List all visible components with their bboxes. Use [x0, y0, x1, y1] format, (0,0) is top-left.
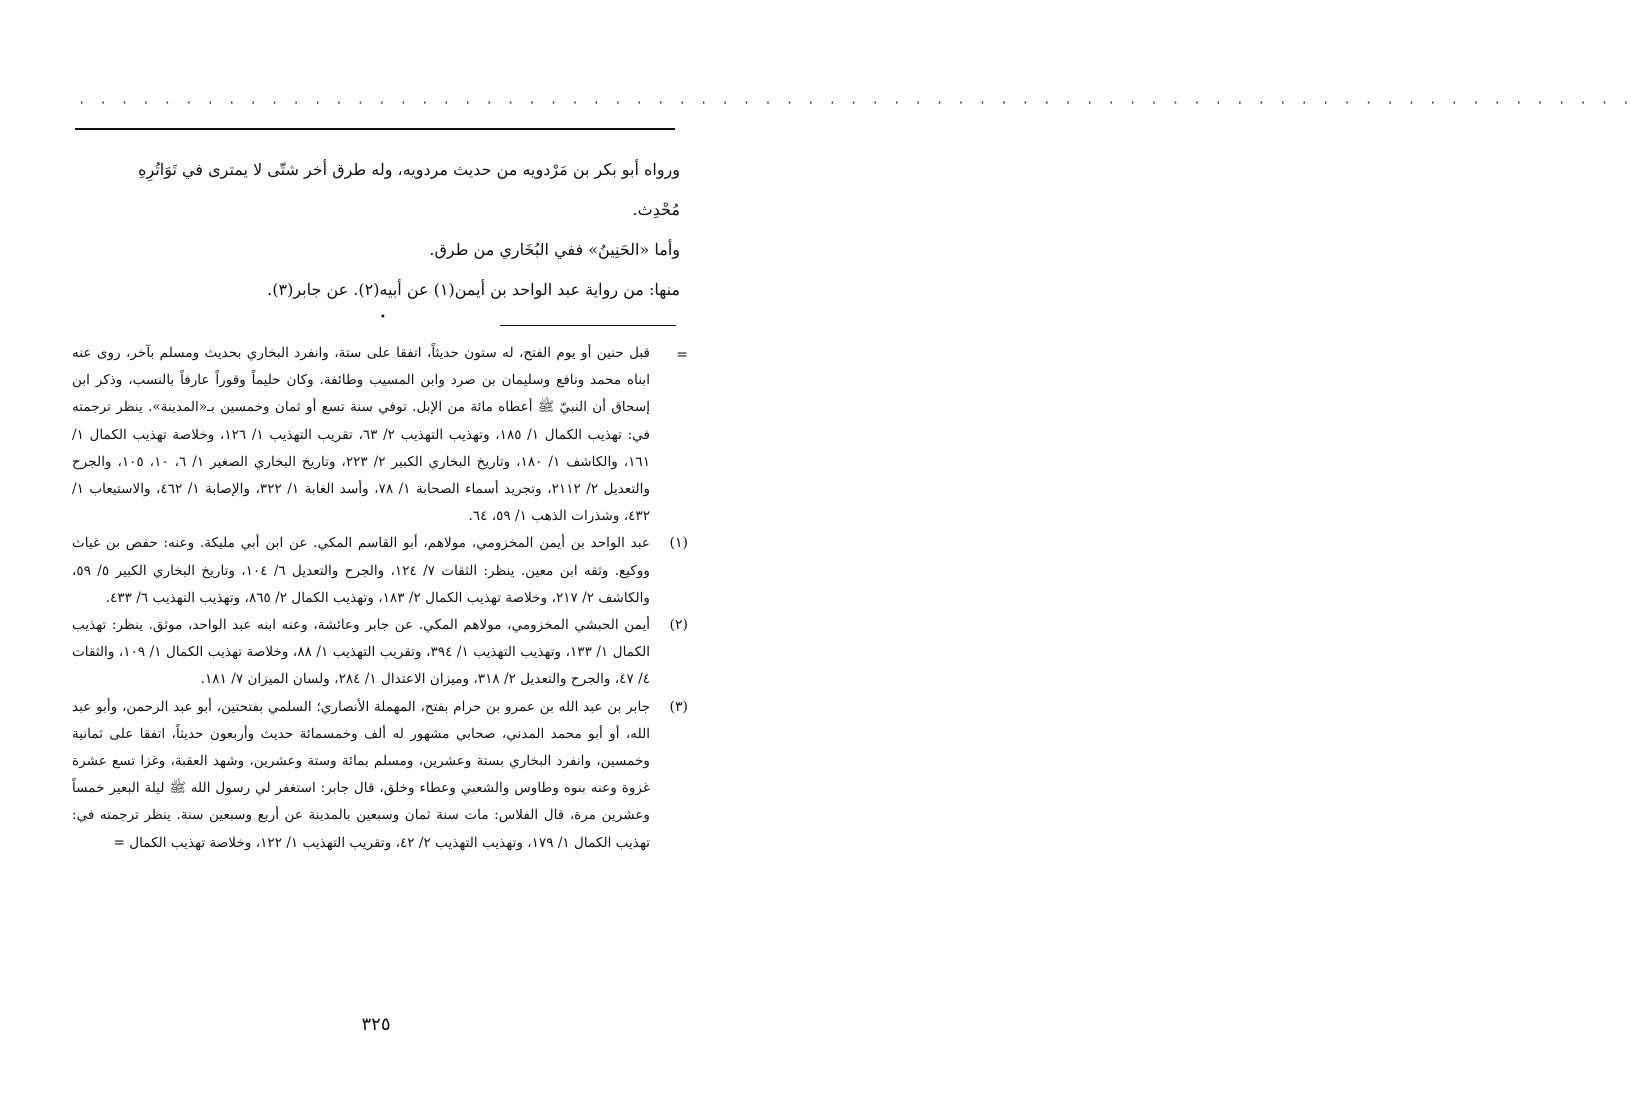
main-line-2: مُحْدِث. — [632, 200, 680, 219]
footnote-2 — [72, 612, 688, 694]
top-rule — [75, 128, 675, 130]
footnote-text: جابر بن عبد الله بن عمرو بن حرام بفتح، المهملة الأنصاري؛ السلمي بفتحتين، أبو عبد الرحمن، وأبو عبد الله، أو أبو محمد المدني، صحابي مشهور له ألف وخمسمائة حديث وأربعون حديثاً، اتفقا على ثمانية وخمسين، وانفرد البخاري بستة وعشرين، ومسلم بمائة وستة وعشرين، وشهد العقبة، وغزا تسع عشرة غزوة وعنه بنوه وطاوس والشعبي وعطاء وخلق، قال جابر: استغفر لي رسول الله ﷺ ليلة البعير خمساً وعشرين مرة، قال الفلاس: مات سنة ثمان وسبعين بالمدينة عن أربع وسبعين سنة. ينظر ترجمته في: تهذيب الكمال ١/ ١٧٩، وتهذيب التهذيب ٢/ ٤٢، وتقريب التهذيب ١/ ١٢٢، وخلاصة تهذيب الكمال = — [72, 698, 650, 851]
footnote-1 — [72, 530, 688, 612]
footnotes — [72, 340, 688, 857]
footnote-number: (١) — [669, 535, 688, 552]
footnote-text: عبد الواحد بن أيمن المخزومي، مولاهم، أبو القاسم المكي. عن ابن أبي مليكة. وعنه: حفص بن غياث ووكيع. وثقه ابن معين. ينظر: الثقات ٧/ ١٢٤، والجرح والتعديل ٦/ ١٠٤، وتاريخ البخاري الكبير ٥/ ٥٩، والكاشف ٢/ ٢١٧، وخلاصة تهذيب الكمال ٢/ ١٨٣، وتهذيب الكمال ٢/ ٨٦٥، وتهذيب التهذيب ٦/ ٤٣٣. — [72, 535, 650, 606]
main-line-1: ورواه أبو بكر بن مَرْدويه من حديث مردويه، وله طرق أخر شتّى لا يمترى في تَوَاتُرِهِ — [138, 160, 680, 179]
page-number: ٣٢٥ — [361, 1014, 391, 1035]
footnote-3 — [72, 694, 688, 857]
main-text — [70, 150, 680, 310]
dotted-separator: · · · · · · · · · · · · · · · · · · · · · · · · · · · · · · · · · · · · · · · · · · · · · · · · · · · · · · · · · · · · · · · · · · · · · · · · · — [78, 96, 1633, 110]
stray-dot: • — [380, 312, 386, 323]
footnote-number: (٢) — [669, 617, 688, 634]
footnote-rule — [500, 325, 676, 326]
continuation-mark: = — [676, 347, 688, 363]
footnote-continuation-text: قبل حنين أو يوم الفتح، له ستون حديثاً، اتفقا على ستة، وانفرد البخاري بحديث ومسلم بآخر، روى عنه ابناه محمد ونافع وسليمان بن صرد وابن المسيب وطائفة. وكان حليماً وقوراً عارفاً بالنسب، وذكر ابن إسحاق أن النبيّ ﷺ أعطاه مائة من الإبل. توفي سنة تسع أو ثمان وخمسين بـ«المدينة». ينظر ترجمته في: تهذيب الكمال ١/ ١٨٥، وتهذيب التهذيب ٢/ ٦٣، تقريب التهذيب ١/ ١٢٦، وخلاصة تهذيب الكمال ١/ ١٦١، والكاشف ١/ ١٨٠، وتاريخ البخاري الكبير ٢/ ٢٢٣، وتاريخ البخاري الصغير ١/ ٦، ١٠، ١٠٥، والجرح والتعديل ٢/ ٢١١٢، وتجريد أسماء الصحابة ١/ ٧٨، وأسد الغابة ١/ ٣٢٢، والإصابة ١/ ٤٦٢، والاستيعاب ١/ ٤٣٢، وشذرات الذهب ١/ ٥٩، ٦٤. — [72, 345, 651, 525]
footnote-text: أيمن الحبشي المخزومي، مولاهم المكي. عن جابر وعائشة، وعنه ابنه عبد الواحد، موثق. ينظر: تهذيب الكمال ١/ ١٣٣، وتهذيب التهذيب ١/ ٣٩٤، وتقريب التهذيب ١/ ٨٨، وخلاصة تهذيب الكمال ١/ ١٠٩، والثقات ٤/ ٤٧، والجرح والتعديل ٢/ ٣١٨، وميزان الاعتدال ١/ ٢٨٤، ولسان الميزان ٧/ ١٨١. — [72, 617, 651, 688]
footnote-continuation — [72, 340, 688, 530]
main-line-4: منها: من رواية عبد الواحد بن أيمن(١) عن أبيه(٢). عن جابر(٣). — [267, 280, 680, 299]
footnote-number: (٣) — [669, 698, 688, 715]
main-line-3: وأما «الحَنِينُ» ففي البُخَاري من طرق. — [429, 240, 680, 259]
